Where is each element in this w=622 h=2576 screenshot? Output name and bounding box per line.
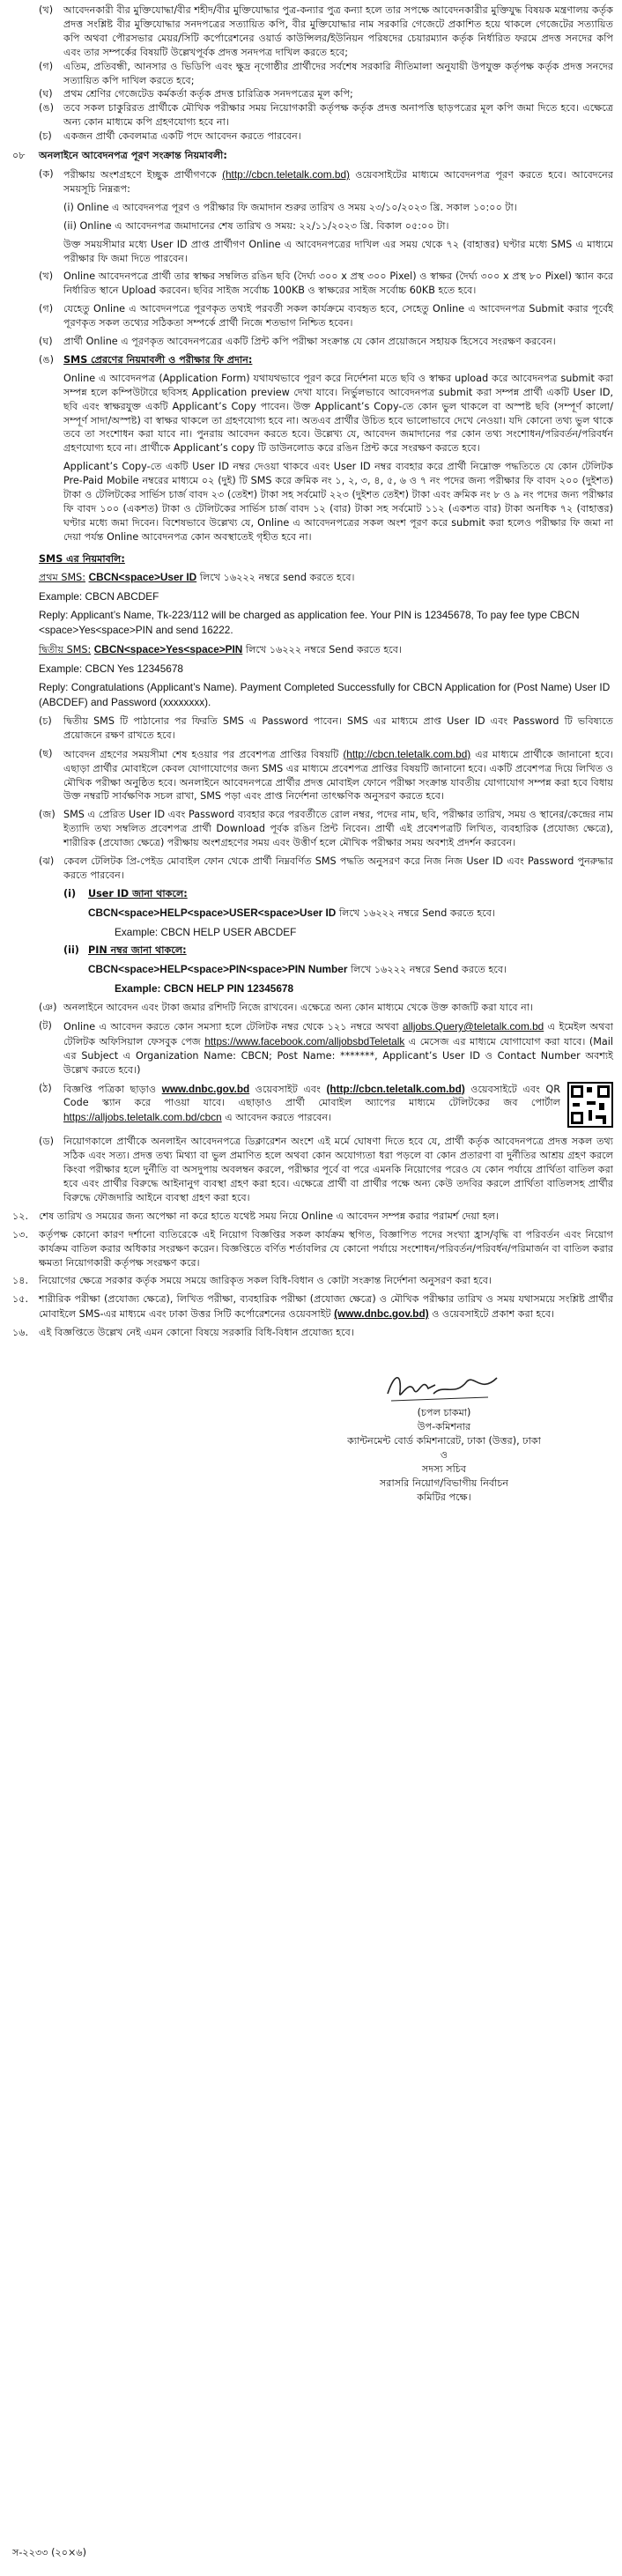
item-08-ka: (ক) পরীক্ষায় অংশগ্রহণে ইচ্ছুক প্রার্থীগণকে (http://cbcn.teletalk.com.bd) ওয়েবসাইটের মাধ্যমে আবেদনপত্র পূরণ করতে হবে। আবেদনের সময়সূচি নিম্নরূপ: (i) Online এ আবেদনপত্র পূরণ ও পরীক্ষার ফি জমাদান শুরুর তারিখ ও সময় ২৩/১০/২০২৩ খ্রি. সকাল ১০:০০ টা। (ii) Online এ আবেদনপত্র জমাদানের শেষ তারিখ ও সময়: ২২/১১/২০২৩ খ্রি. বিকাল ০৫:০০ টা। উক্ত সময়সীমার মধ্যে User ID প্রাপ্ত প্রার্থীগণ Online এ আবেদনপত্রের দাখিল এর সময় থেকে ৭২ (বাহাত্তর) ঘণ্টার মধ্যে SMS এ মাধ্যমে পরীক্ষার ফি জমা দিতে পারবেন।	[39, 167, 614, 264]
signature-scrawl-icon	[382, 1367, 506, 1406]
item-08-jha: (ঝ) কেবল টেলিটক প্রি-পেইড মোবাইল ফোন থেকে প্রার্থী নিম্নবর্ণিত SMS পদ্ধতি অনুসরণ করে নিজ নিজ User ID এবং Password পুনরুদ্ধার করতে পারবেন। (i) User ID জানা থাকলে: CBCN<space>HELP<space>USER<space>User ID লিখে ১৬২২২ নম্বরে Send করতে হবে। Example: CBCN HELP USER ABCDEF (ii) PIN নম্বর জানা থাকলে: CBCN<space>HELP<space>PIN<space>PIN Number লিখে ১৬২২২ নম্বরে Send করতে হবে। Example: CBCN HELP PIN 12345678	[39, 855, 613, 1001]
item-08-nya: (ঞ) অনলাইনে আবেদন এবং টাকা জমার রশিদটি নিজে রাখবেন। এক্ষেত্রে অন্য কোন মাধ্যমে খেকে উক্ত কাজটি করা যাবে না।	[39, 1002, 534, 1014]
recover-pin: (ii) PIN নম্বর জানা থাকলে: CBCN<space>HELP<space>PIN<space>PIN Number লিখে ১৬২২২ নম্বরে Send করতে হবে। Example: CBCN HELP PIN 12345678	[63, 944, 507, 996]
sms-fee-title: SMS প্রেরণের নিয়মাবলী ও পরীক্ষার ফি প্রদান:	[63, 353, 253, 366]
teletalk-link[interactable]: (http://cbcn.teletalk.com.bd)	[222, 167, 350, 181]
item-08-ga: (গ) যেহেতু Online এ আবেদনপত্রে পূরণকৃত তথ্যই পরবর্তী সকল কার্যক্রমে ব্যবহৃত হবে, সেহেতু Online এ আবেদনপত্র Submit করার পূর্বেই পূরণকৃত সকল তথ্যের সঠিকতা সম্পর্কে প্রার্থী নিজে শতভাগ নিশ্চিত হবেন।	[39, 303, 613, 329]
handwritten-signature	[303, 1367, 585, 1406]
signature-block: (চপল চাকমা) উপ-কমিশনার ক্যান্টনমেন্ট বোর্ড কমিশনারেট, ঢাকা (উত্তর), ঢাকা ও সদস্য সচিব সরাসরি নিয়োগ/বিভাগীয় নির্বাচন কমিটির পক্ষে।	[303, 1367, 585, 1504]
section-08-title: অনলাইনে আবেদনপত্র পূরণ সংক্রান্ত নিয়মাবলী:	[39, 150, 227, 162]
item-kha: (খ) আবেদনকারী বীর মুক্তিযোদ্ধা/বীর শহীদ/বীর মুক্তিযোদ্ধার পুত্র-কন্যার পুত্র কন্যা হলে তার সপক্ষে আবেদনকারীর মুক্তিযুদ্ধ বিষয়ক মন্ত্রণালয় কর্তৃক প্রদত্ত সংশ্লিষ্ট বীর মুক্তিযোদ্ধার সনদপত্রের সত্যায়িত কপি, বীর মুক্তিযোদ্ধার নাম সরকারি গেজেটে প্রকাশিত হয়ে থাকলে গেজেটের সত্যায়িত কপি অথবা পৌরসভার মেয়র/সিটি কর্পোরেশনের ওয়ার্ড কাউন্সিলর/ইউনিয়ন পরিষদের চেয়ারম্যান কর্তৃক নির্ধারিত ফরমে প্রদত্ত সনদের কপি এবং তার সম্পর্কের বিষয়টি উল্লেখপূর্বক প্রদত্ত সনদপত্র দাখিল করতে হবে;	[39, 4, 613, 58]
item-12: ১২. শেষ তারিখ ও সময়ের জন্য অপেক্ষা না করে হাতে যথেষ্ট সময় নিয়ে Online এ আবেদন সম্পন্ন করার পরামর্শ দেয়া হল।	[12, 1210, 500, 1222]
alljobs-link[interactable]: https://alljobs.teletalk.com.bd/cbcn	[63, 1111, 222, 1124]
item-08-kha: (খ) Online আবেদনপত্রে প্রার্থী তার স্বাক্ষর সম্বলিত রঙিন ছবি (দৈর্ঘ্য ৩০০ x প্রস্থ ৩০০ Pixel) ও স্বাক্ষর (দৈর্ঘ্য ৩০০ x প্রস্থ ৮০ Pixel) স্ক্যান করে নির্ধারিত স্থানে Upload করবেন। ছবির সাইজ সর্বোচ্চ 100KB ও স্বাক্ষরের সাইজ সর্বোচ্চ 60KB হতে হবে।	[39, 270, 613, 297]
item-08-ta: (ট) Online এ আবেদন করতে কোন সমস্যা হলে টেলিটক নম্বর থেকে ১২১ নম্বরে অথবা alljobs.Query@teletalk.com.bd এ ইমেইল অথবা টেলিটক অফিসিয়াল ফেসবুক পেজ https://www.facebook.com/alljobsbdTeletalk এ মেসেজ এর মাধ্যমে যোগাযোগ করা যাবে। (Mail এর Subject এ Organization Name: CBCN; Post Name: *******, Applicant’s User ID ও Contact Number অবশ্যই উল্লেখ করতে হবে।)	[39, 1019, 613, 1076]
item-08-chha: (ছ) আবেদন গ্রহণের সময়সীমা শেষ হওয়ার পর প্রবেশপত্র প্রাপ্তির বিষয়টি (http://cbcn.teletalk.com.bd) এর মাধ্যমে প্রার্থীকে জানানো হবে। এছাড়া প্রার্থীর মোবাইলে কেবল যোগাযোগের জন্য SMS এর মাধ্যমে প্রবেশপত্র প্রাপ্তির বিষয়টি জানানো হবে। একটি প্রবেশপত্র দিয়ে লিখিত ও মৌখিক পরীক্ষা অনুষ্ঠিত হবে। অনলাইনে আবেদনপত্রে প্রার্থীর প্রদত্ত মোবাইল ফোনে পরীক্ষা সংক্রান্ত যাবতীয় যোগাযোগ সম্পন্ন করা হবে বিধায় উক্ত নম্বরটি সার্বক্ষণিক সচল রাখা, SMS পড়া এবং প্রাপ্ত নির্দেশনা তাৎক্ষণিক অনুসরণ করতে হবে।	[39, 747, 614, 803]
item-13: ১৩. কর্তৃপক্ষ কোনো কারণ দর্শানো ব্যতিরেকে এই নিয়োগ বিজ্ঞপ্তির সকল কার্যক্রম স্থগিত, বিজ্ঞাপিত পদের সংখ্যা হ্রাস/বৃদ্ধি বা পরিবর্তন এবং নিয়োগ কার্যক্রম বাতিল করার অধিকার সংরক্ষণ করেন। বিজ্ঞপ্তিতে বর্ণিত শর্তাবলির যে কোনো পর্যায়ে সংশোধন/পরিবর্তন/পরিবর্ধন/পরিমার্জন বা বাতিল করার ক্ষমতা নিয়োগকারী কর্তৃপক্ষ সংরক্ষণ করে।	[12, 1228, 613, 1269]
item-declaration: (ড) নিয়োগকালে প্রার্থীকে অনলাইন আবেদনপত্রে ডিক্লারেশন অংশে এই মর্মে ঘোষণা দিতে হবে যে, প্রার্থী কর্তৃক আবেদনপত্রে প্রদত্ত সকল তথ্য সঠিক এবং সত্য। প্রদত্ত তথ্য মিথ্যা বা ভুল প্রমাণিত হলে অথবা কোন অযোগ্যতা ধরা পড়লে বা কোন প্রতারণা বা দুর্নীতির আশ্রয় গ্রহণ করলে কিংবা পরীক্ষার হলে দুর্নীতি বা অসদুপায় অবলম্বন করলে, পরীক্ষার পূর্বে বা পরে এমনকি নিয়োগের পরেও যে কোন পর্যায়ে প্রার্থিতা বাতিল করা হবে এবং প্রার্থীর বিরুদ্ধে আইনানুগ ব্যবস্থা গ্রহণ করা হবে। এক্ষেত্রে প্রার্থী বা প্রার্থীর পক্ষে অন্য কেউ তদবির করলে প্রার্থিতা বাতিলসহ প্রার্থীর বিরুদ্ধে ফৌজদারি আইনে ব্যবস্থা গ্রহণ করা হবে।	[39, 1136, 613, 1203]
sms-rules: SMS এর নিয়মাবলি: প্রথম SMS: CBCN<space>User ID লিখে ১৬২২২ নম্বরে send করতে হবে। Example: CBCN ABCDEF Reply: Applicant’s Name, Tk-223/112 will be charged as application fee. Your PIN is 12345678, To pay fee type CBCN <space>Yes<space>PIN and send 16222. দ্বিতীয় SMS: CBCN<space>Yes<space>PIN লিখে ১৬২২২ নম্বরে Send করতে হবে। Example: CBCN Yes 12345678 Reply: Congratulations (Applicant’s Name). Payment Completed Successfully for CBCN Application for (Post Name) User ID (ABCDEF) and Password (xxxxxxxx).	[39, 552, 613, 710]
item-08-gha: (ঘ) প্রার্থী Online এ পূরণকৃত আবেদনপত্রের একটি প্রিন্ট কপি পরীক্ষা সংক্রান্ত যে কোন প্রয়োজনে সহায়ক হিসেবে সংরক্ষণ করবেন।	[39, 336, 556, 348]
dnbc-website-link[interactable]: www.dnbc.gov.bd	[161, 1082, 250, 1095]
item-14: ১৪. নিয়োগের ক্ষেত্রে সরকার কর্তৃক সময়ে সময়ে জারিকৃত সকল বিধি-বিধান ও কোটা সংক্রান্ত নির্দেশনা অনুসরণ করা হবে।	[12, 1275, 492, 1287]
item-16: ১৬. এই বিজ্ঞপ্তিতে উল্লেখ নেই এমন কোনো বিষয়ে সরকারি বিধি-বিধান প্রযোজ্য হবে।	[12, 1327, 354, 1339]
item-08-cha: (চ) দ্বিতীয় SMS টি পাঠানোর পর ফিরতি SMS এ Password পাবেন। SMS এর মাধ্যমে প্রাপ্ত User ID এবং Password টি ভবিষ্যতে প্রয়োজনে রক্ষণ রাখতে হবে।	[39, 714, 613, 741]
item-15: ১৫. শারীরিক পরীক্ষা (প্রযোজ্য ক্ষেত্রে), লিখিত পরীক্ষা, ব্যবহারিক পরীক্ষা (প্রযোজ্য ক্ষেত্রে) ও মৌখিক পরীক্ষার তারিখ ও সময় যথাসময়ে সংশ্লিষ্ট প্রার্থীর মোবাইলে SMS-এর মাধ্যমে এবং ঢাকা উত্তর সিটি কর্পোরেশনের ওয়েবসাইট (www.dnbc.gov.bd) ও ওয়েবসাইটে প্রকাশ করা হবে।	[12, 1293, 613, 1321]
item-umo: (ঙ) তবে সকল চাকুরিরত প্রার্থীকে মৌখিক পরীক্ষার সময় নিয়োগকারী কর্তৃপক্ষ কর্তৃক প্রদত্ত অনাপত্তি ছাড়পত্রের মূল কপি জমা দিতে হবে। এক্ষেত্রে অন্য কোন মাধ্যমে কপি গ্রহণযোগ্য হবে না।	[39, 102, 613, 129]
item-08-tha: (ঠ) বিজ্ঞপ্তি পত্রিকা ছাড়াও www.dnbc.gov.bd ওয়েবসাইট এবং (http://cbcn.teletalk.com.bd) ওয়েবসাইটে এবং QR Code স্ক্যান করে পাওয়া যাবে। এছাড়াও প্রার্থী মোবাইল অ্যাপের মাধ্যমে টেলিটকের জব পোর্টাল https://alljobs.teletalk.com.bd/cbcn এ আবেদন করতে পারবেন।	[39, 1082, 613, 1130]
first-sms-command: CBCN<space>User ID	[88, 570, 197, 583]
item-08-umo: (ঙ) SMS প্রেরণের নিয়মাবলী ও পরীক্ষার ফি প্রদান: Online এ আবেদনপত্র (Application Form) যথাযথভাবে পূরণ করে নির্দেশনা মতে ছবি ও স্বাক্ষর upload করে আবেদনপত্র submit করা সম্পন্ন হলে কম্পিউটারে ছবিসহ Application preview দেখা যাবে। নির্ভুলভাবে আবেদনপত্র submit করা সম্পন্ন প্রার্থী একটি User ID, ছবি এবং স্বাক্ষরযুক্ত একটি Applicant’s Copy পাবেন। উক্ত Applicant’s Copy-তে কোন ভুল থাকলে বা অস্পষ্ট ছবি (সম্পূর্ণ কালো/সম্পূর্ণ সাদা/অস্পষ্ট) বা স্বাক্ষর থাকলে তা গ্রহণযোগ্য হবে না। অতএব প্রার্থীর উচিত হবে ভালোভাবে দেখে নেওয়া। যদি কোনো তথ্য ভুল থাকে তবে তা সংশোধন করা যাবে না। পুনরায় আবেদন করতে হবে। উল্লেখ্য যে, আবেদন জমাদানের পর কোন তথ্য সংশোধন/পরিবর্তন/পরিবর্ধন গ্রহণযোগ্য হবে না। প্রার্থীকে Applicant’s copy টি ডাউনলোড করে রঙিন প্রিন্ট করে সংরক্ষণ করতে হবে। Applicant’s Copy-তে একটি User ID নম্বর দেওয়া থাকবে এবং User ID নম্বর ব্যবহার করে প্রার্থী নিম্নোক্ত পদ্ধতিতে যে কোন টেলিটক Pre-Paid Mobile নম্বরের মাধ্যমে ০২ (দুই) টি SMS করে ক্রমিক নং ১, ২, ৩, ৪, ৫, ৬ ও ৭ নং পদের জন্য পরীক্ষার ফি বাবদ ২০০ (দুইশত) টাকা ও টেলিটকের সার্ভিস চার্জ বাবদ ২৩ (তেইশ) টাকা সহ সর্বমোট ২২৩ (দুইশত তেইশ) টাকা এবং ক্রমিক নং ৮ ও ৯ নং পদের জন্য পরীক্ষার ফি বাবদ ১০০ (একশত) টাকা ও টেলিটকের সার্ভিস চার্জ বাবদ ১২ (বার) টাকা সহ সর্বমোট ১১২ (একশত বার) টাকা অনধিক ৭২ (বাহাত্তর) ঘণ্টার মধ্যে জমা দিবেন। বিশেষভাবে উল্লেখ্য যে, Online এ আবেদনপত্রের সকল অংশ পূরণ করে submit করা হলেও পরীক্ষার ফি জমা না দেয়া পর্যন্ত Online আবেদনপত্র কোন অবস্থাতেই গৃহীত হবে না।	[39, 353, 613, 543]
qr-code-icon[interactable]	[567, 1082, 613, 1128]
support-email-link[interactable]: alljobs.Query@teletalk.com.bd	[403, 1019, 544, 1033]
teletalk-link-2[interactable]: (http://cbcn.teletalk.com.bd)	[343, 747, 471, 760]
signatory-name: (চপল চাকমা)	[417, 1407, 471, 1419]
item-cha: (চ) একজন প্রার্থী কেবলমাত্র একটি পদে আবেদন করতে পারবেন।	[39, 130, 301, 143]
sms-rules-heading: SMS এর নিয়মাবলি:	[39, 552, 125, 565]
item-gha: (ঘ) প্রথম শ্রেণির গেজেটেড কর্মকর্তা কর্তৃক প্রদত্ত চারিত্রিক সনদপত্রের মূল কপি;	[39, 88, 353, 100]
item-ga: (গ) এতিম, প্রতিবন্ধী, আনসার ও ভিডিপি এবং ক্ষুদ্র নৃগোষ্ঠীর প্রার্থীদের সর্বশেষ সরকারি নীতিমালা অনুযায়ী উপযুক্ত কর্তৃপক্ষ কর্তৃক প্রদত্ত সনদের সত্যায়িত কপি দাখিল করতে হবে;	[39, 60, 613, 86]
facebook-page-link[interactable]: https://www.facebook.com/alljobsbdTeletalk	[204, 1034, 405, 1047]
item-08-ja: (জ) SMS এ প্রেরিত User ID এবং Password ব্যবহার করে পরবর্তীতে রোল নম্বর, পদের নাম, ছবি, পরীক্ষার তারিখ, সময় ও স্থানের/কেন্দ্রের নাম ইত্যাদি তথ্য সম্বলিত প্রবেশপত্র প্রার্থী Download পূর্বক রঙিন প্রিন্ট নিবেন। প্রার্থী এই প্রবেশপত্রটি লিখিত, ব্যবহারিক (প্রযোজ্য ক্ষেত্রে), শারীরিক (প্রযোজ্য ক্ষেত্রে) পরীক্ষায় অংশগ্রহণের সময় এবং উত্তীর্ণ হলে মৌখিক পরীক্ষার সময় অবশ্যই প্রদর্শন করবেন।	[39, 809, 613, 849]
dnbc-website-link-2[interactable]: (www.dnbc.gov.bd)	[334, 1307, 429, 1321]
section-08: ০৮ অনলাইনে আবেদনপত্র পূরণ সংক্রান্ত নিয়মাবলী: (ক) পরীক্ষায় অংশগ্রহণে ইচ্ছুক প্রার্থীগণকে (http://cbcn.teletalk.com.bd) ওয়েবসাইটের মাধ্যমে আবেদনপত্র পূরণ করতে হবে। আবেদনের সময়সূচি নিম্নরূপ: (i) Online এ আবেদনপত্র পূরণ ও পরীক্ষার ফি জমাদান শুরুর তারিখ ও সময় ২৩/১০/২০২৩ খ্রি. সকাল ১০:০০ টা। (ii) Online এ আবেদনপত্র জমাদানের শেষ তারিখ ও সময়: ২২/১১/২০২৩ খ্রি. বিকাল ০৫:০০ টা। উক্ত সময়সীমার মধ্যে User ID প্রাপ্ত প্রার্থীগণ Online এ আবেদনপত্রের দাখিল এর সময় থেকে ৭২ (বাহাত্তর) ঘণ্টার মধ্যে SMS এ মাধ্যমে পরীক্ষার ফি জমা দিতে পারবেন। (খ) Online আবেদনপত্রে প্রার্থী তার স্বাক্ষর সম্বলিত রঙিন ছবি (দৈর্ঘ্য ৩০০ x প্রস্থ ৩০০ Pixel) ও স্বাক্ষর (দৈর্ঘ্য ৩০০ x প্রস্থ ৮০ Pixel) স্ক্যান করে নির্ধারিত স্থানে Upload করবেন। ছবির সাইজ সর্বোচ্চ 100KB ও স্বাক্ষরের সাইজ সর্বোচ্চ 60KB হতে হবে। (গ) যেহেতু Online এ আবেদনপত্রে পূরণকৃত তথ্যই পরবর্তী সকল কার্যক্রমে ব্যবহৃত হবে, সেহেতু Online এ আবেদনপত্র Submit করার পূর্বেই পূরণকৃত সকল তথ্যের সঠিকতা সম্পর্কে প্রার্থী নিজে শতভাগ নিশ্চিত হবেন। (ঘ) প্রার্থী Online এ পূরণকৃত আবেদনপত্রের একটি প্রিন্ট কপি পরীক্ষা সংক্রান্ত যে কোন প্রয়োজনে সহায়ক হিসেবে সংরক্ষণ করবেন। (ঙ) SMS প্রেরণের নিয়মাবলী ও পরীক্ষার ফি প্রদান: Online এ আবেদনপত্র (Application Form) যথাযথভাবে পূরণ করে নির্দেশনা মতে ছবি ও স্বাক্ষর upload করে আবেদনপত্র submit করা সম্পন্ন হলে কম্পিউটারে ছবিসহ Application preview দেখা যাবে। নির্ভুলভাবে আবেদনপত্র submit করা সম্পন্ন প্রার্থী একটি User ID, ছবি এবং স্বাক্ষরযুক্ত একটি Applicant’s Copy পাবেন। উক্ত Applicant’s Copy-তে কোন ভুল থাকলে বা অস্পষ্ট ছবি (সম্পূর্ণ কালো/সম্পূর্ণ সাদা/অস্পষ্ট) বা স্বাক্ষর থাকলে তা গ্রহণযোগ্য হবে না। অতএব প্রার্থীর উচিত হবে ভালোভাবে দেখে নেওয়া। যদি কোনো তথ্য ভুল থাকে তবে তা সংশোধন করা যাবে না। পুনরায় আবেদন করতে হবে। উল্লেখ্য যে, আবেদন জমাদানের পর কোন তথ্য সংশোধন/পরিবর্তন/পরিবর্ধন গ্রহণযোগ্য হবে না। প্রার্থীকে Applicant’s copy টি ডাউনলোড করে রঙিন প্রিন্ট করে সংরক্ষণ করতে হবে। Applicant’s Copy-তে একটি User ID নম্বর দেওয়া থাকবে এবং User ID নম্বর ব্যবহার করে প্রার্থী নিম্নোক্ত পদ্ধতিতে যে কোন টেলিটক Pre-Paid Mobile নম্বরের মাধ্যমে ০২ (দুই) টি SMS করে ক্রমিক নং ১, ২, ৩, ৪, ৫, ৬ ও ৭ নং পদের জন্য পরীক্ষার ফি বাবদ ২০০ (দুইশত) টাকা ও টেলিটকের সার্ভিস চার্জ বাবদ ২৩ (তেইশ) টাকা সহ সর্বমোট ২২৩ (দুইশত তেইশ) টাকা এবং ক্রমিক নং ৮ ও ৯ নং পদের জন্য পরীক্ষার ফি বাবদ ১০০ (একশত) টাকা ও টেলিটকের সার্ভিস চার্জ বাবদ ১২ (বার) টাকা সহ সর্বমোট ১১২ (একশত বার) টাকা অনধিক ৭২ (বাহাত্তর) ঘণ্টার মধ্যে জমা দিবেন। বিশেষভাবে উল্লেখ্য যে, Online এ আবেদনপত্রের সকল অংশ পূরণ করে submit করা হলেও পরীক্ষার ফি জমা না দেয়া পর্যন্ত Online আবেদনপত্র কোন অবস্থাতেই গৃহীত হবে না।	[12, 149, 613, 549]
second-sms-command: CBCN<space>Yes<space>PIN	[93, 642, 243, 655]
footer-code: স-২২৩৩ (২০×৬)	[12, 2547, 87, 2559]
teletalk-link-3[interactable]: (http://cbcn.teletalk.com.bd)	[326, 1082, 465, 1095]
recover-user-id: (i) User ID জানা থাকলে: CBCN<space>HELP<space>USER<space>User ID লিখে ১৬২২২ নম্বরে Send করতে হবে। Example: CBCN HELP USER ABCDEF	[63, 887, 495, 938]
